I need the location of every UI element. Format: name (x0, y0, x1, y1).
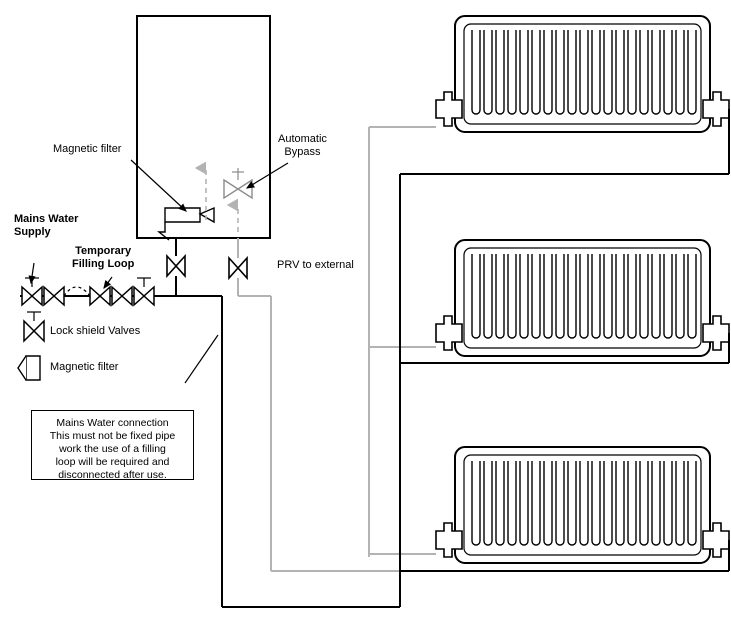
lock-shield-valve-return[interactable] (229, 258, 247, 278)
label-temporary-filling-loop: Temporary Filling Loop (72, 245, 135, 270)
mains-water-connection-note: Mains Water connection This must not be fixed pipe work the use of a filling loop will be required and disconnected after use. (31, 410, 194, 480)
label-automatic-bypass: Automatic Bypass (278, 133, 327, 158)
legend-magnetic-filter-symbol (18, 356, 40, 380)
label-mains-water-supply: Mains Water Supply (14, 213, 79, 238)
label-prv-to-external: PRV to external (277, 259, 354, 271)
legend-lock-shield-label: Lock shield Valves (50, 325, 141, 337)
mains-isolation-valve[interactable] (22, 278, 42, 305)
label-magnetic-filter-callout: Magnetic filter (53, 143, 122, 155)
radiator-middle (436, 240, 729, 356)
legend-lock-shield-symbol (24, 312, 44, 341)
radiator-top (436, 16, 729, 132)
legend-magnetic-filter-label: Magnetic filter (50, 361, 119, 373)
radiator-bottom (436, 447, 729, 563)
filling-loop-valve-1[interactable] (44, 287, 64, 305)
filling-loop-valve-2[interactable] (90, 287, 110, 305)
filling-loop-valve-4[interactable] (134, 278, 154, 305)
lock-shield-valve-flow[interactable] (167, 256, 185, 276)
temporary-filling-loop-hose (64, 287, 90, 296)
filling-loop-valve-3[interactable] (112, 287, 132, 305)
boiler-enclosure (137, 16, 270, 238)
